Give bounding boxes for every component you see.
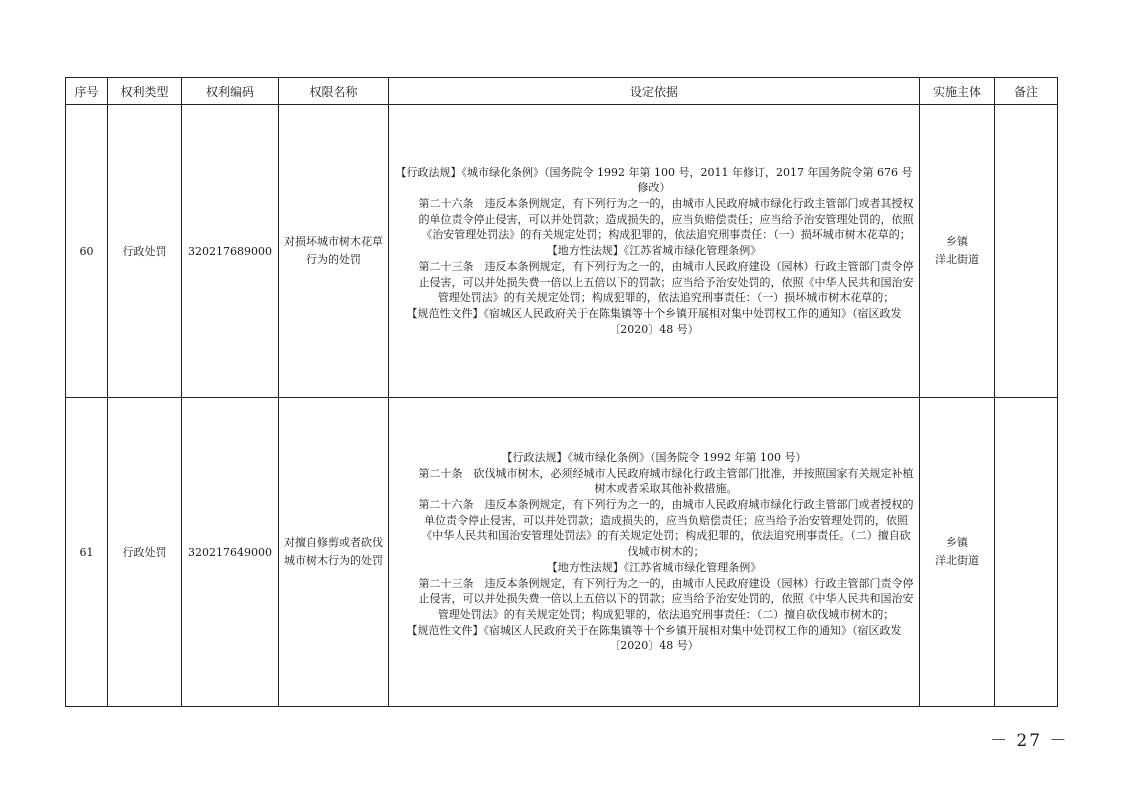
basis-paragraph: 【行政法规】《城市绿化条例》（国务院令 1992 年第 100 号，2011 年修订，2017 年国务院令第 676 号修改） — [395, 165, 913, 195]
basis-paragraph: 【规范性文件】《宿城区人民政府关于在陈集镇等十个乡镇开展相对集中处罚权工作的通知》（宿区政发〔2020〕48 号） — [406, 623, 902, 653]
row-no: 60 — [66, 105, 108, 398]
basis-paragraph: 第二十三条 违反本条例规定，有下列行为之一的，由城市人民政府建设（园林）行政主管部门责令停止侵害，可以并处损失费一倍以上五倍以下的罚款；应当给予治安处罚的，依照《中华人民共和国治安管理处罚法》的有关规定处罚；构成犯罪的，依法追究刑事责任：（一）损坏城市树木花草的； — [418, 259, 914, 305]
row-no: 61 — [66, 398, 108, 707]
header-basis: 设定依据 — [389, 78, 920, 105]
header-type: 权利类型 — [108, 78, 182, 105]
basis-paragraph: 【行政法规】《城市绿化条例》（国务院令 1992 年第 100 号） — [501, 450, 807, 464]
row-basis — [389, 105, 920, 398]
basis-paragraph: 【规范性文件】《宿城区人民政府关于在陈集镇等十个乡镇开展相对集中处罚权工作的通知》（宿区政发〔2020〕48 号） — [406, 306, 902, 336]
row-body: 乡镇 洋北街道 — [920, 398, 995, 707]
row-remark — [995, 398, 1058, 707]
header-body: 实施主体 — [920, 78, 995, 105]
basis-paragraph: 【地方性法规】《江苏省城市绿化管理条例》 — [546, 244, 762, 258]
row-remark — [995, 105, 1058, 398]
row-basis — [389, 398, 920, 707]
row-name: 对擅自修剪或者砍伐城市树木行为的处罚 — [279, 398, 389, 707]
row-code: 320217649000 — [182, 398, 279, 707]
table-row — [66, 105, 1058, 398]
row-type: 行政处罚 — [108, 105, 182, 398]
basis-paragraph: 第二十六条 违反本条例规定，有下列行为之一的，由城市人民政府城市绿化行政主管部门或者授权的单位责令停止侵害，可以并处罚款；造成损失的，应当负赔偿责任；应当给予治安管理处罚的，依照《中华人民共和国治安管理处罚法》的有关规定处罚；构成犯罪的，依法追究刑事责任。（二）擅自砍伐城市树木的； — [418, 498, 914, 559]
basis-paragraph: 第二十三条 违反本条例规定，有下列行为之一的，由城市人民政府建设（园林）行政主管部门责令停止侵害，可以并处损失费一倍以上五倍以下的罚款；应当给予治安处罚的，依照《中华人民共和国治安管理处罚法》的有关规定处罚；构成犯罪的，依法追究刑事责任：（二）擅自砍伐城市树木的； — [418, 576, 914, 621]
basis-paragraph: 第二十条 砍伐城市树木，必须经城市人民政府城市绿化行政主管部门批准，并按照国家有关规定补植树木或者采取其他补救措施。 — [418, 466, 914, 496]
table-header-row — [66, 78, 1058, 105]
row-name: 对损坏城市树木花草行为的处罚 — [279, 105, 389, 398]
authority-table — [65, 77, 1058, 707]
header-no: 序号 — [66, 78, 108, 105]
basis-paragraph: 【地方性法规】《江苏省城市绿化管理条例》 — [546, 560, 762, 574]
row-body: 乡镇 洋北街道 — [920, 105, 995, 398]
header-remark: 备注 — [995, 78, 1058, 105]
header-name: 权限名称 — [279, 78, 389, 105]
table-row — [66, 398, 1058, 707]
row-code: 320217689000 — [182, 105, 279, 398]
header-code: 权利编码 — [182, 78, 279, 105]
page-number: － 27 － — [990, 731, 1069, 751]
basis-paragraph: 第二十六条 违反本条例规定，有下列行为之一的，由城市人民政府城市绿化行政主管部门或者其授权的单位责令停止侵害，可以并处罚款；造成损失的，应当负赔偿责任；应当给予治安管理处罚的，依照《治安管理处罚法》的有关规定处罚；构成犯罪的，依法追究刑事责任：（一）损坏城市树木花草的； — [418, 197, 914, 242]
row-type: 行政处罚 — [108, 398, 182, 707]
